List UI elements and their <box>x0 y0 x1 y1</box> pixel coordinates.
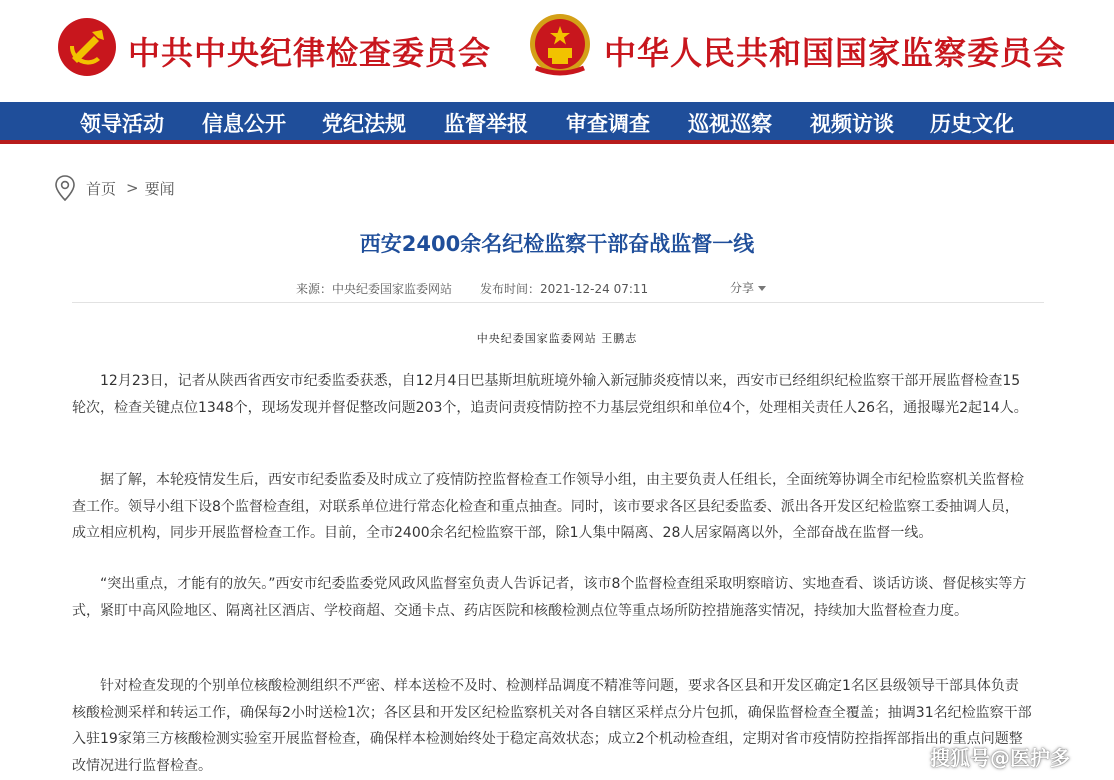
article-paragraph: 据了解，本轮疫情发生后，西安市纪委监委及时成立了疫情防控监督检查工作领导小组，由主要负责人任组长，全面统筹协调全市纪检监察机关监督检查工作。领导小组下设8个监督检查组，对联系单位进行常态化检查和重点抽查。同时，该市要求各区县纪委监委、派出各开发区纪检监察工委抽调人员，成立相应机构，同步开展监督检查工作。目前，全市2400余名纪检监察干部，除1人集中隔离、28人居家隔离以外，全部奋战在监督一线。 <box>72 472 1024 541</box>
share-button[interactable] <box>730 279 766 296</box>
meta-divider <box>72 302 1044 303</box>
breadcrumb-home-link[interactable]: 首页 <box>86 179 117 198</box>
article-published-time: 发布时间：2021-12-24 07:11 <box>480 282 649 296</box>
article-title: 西安2400余名纪检监察干部奋战监督一线 <box>359 232 755 256</box>
main-navigation <box>0 102 1114 144</box>
nav-item-inspection[interactable]: 巡视巡察 <box>688 111 772 136</box>
nav-item-regulations[interactable]: 党纪法规 <box>322 111 406 136</box>
article-paragraph: 针对检查发现的个别单位核酸检测组织不严密、样本送检不及时、检测样品调度不精准等问题，要求各区县和开发区确定1名区县级领导干部具体负责核酸检测采样和转运工作，确保每2小时送检1次；各区县和开发区纪检监察机关对各自辖区采样点分片包抓，确保监督检查全覆盖；抽调31名纪检监察干部入驻19家第三方核酸检测实验室开展监督检查，确保样本检测始终处于稳定高效状态；成立2个机动检查组，定期对省市疫情防控指挥部指出的重点问题整改情况进行监督检查。 <box>72 678 1032 774</box>
org-name-ccdi: 中共中央纪律检查委员会 <box>128 34 492 72</box>
national-emblem-icon <box>528 12 592 78</box>
breadcrumb <box>54 174 175 202</box>
nav-item-report[interactable]: 监督举报 <box>444 111 528 136</box>
party-emblem-icon <box>56 16 118 78</box>
nav-item-video[interactable]: 视频访谈 <box>810 111 894 136</box>
article-paragraph: “突出重点，才能有的放矢。”西安市纪委监委党风政风监督室负责人告诉记者，该市8个监督检查组采取明察暗访、实地查看、谈话访谈、督促核实等方式，紧盯中高风险地区、隔离社区酒店、学校商超、交通卡点、药店医院和核酸检测点位等重点场所防控措施落实情况，持续加大监督检查力度。 <box>72 576 1027 619</box>
caret-down-icon <box>758 286 766 291</box>
site-header <box>0 0 1114 102</box>
location-pin-icon <box>54 174 76 202</box>
nav-item-investigation[interactable]: 审查调查 <box>566 111 650 136</box>
nav-item-leadership[interactable]: 领导活动 <box>80 111 164 136</box>
article-source: 来源：中央纪委国家监委网站 <box>296 282 453 296</box>
breadcrumb-current-link[interactable]: 要闻 <box>144 179 175 198</box>
nav-item-history[interactable]: 历史文化 <box>930 111 1014 136</box>
share-label: 分享 <box>730 281 755 295</box>
article-byline: 中央纪委国家监委网站 王鹏志 <box>476 332 638 345</box>
org-name-nsc: 中华人民共和国国家监察委员会 <box>604 34 1067 72</box>
nav-item-disclosure[interactable]: 信息公开 <box>202 111 286 136</box>
breadcrumb-separator: > <box>126 179 139 197</box>
watermark: 搜狐号@医护多 <box>930 746 1070 770</box>
article-meta <box>296 280 648 297</box>
article-paragraph: 12月23日，记者从陕西省西安市纪委监委获悉，自12月4日巴基斯坦航班境外输入新冠肺炎疫情以来，西安市已经组织纪检监察干部开展监督检查15轮次，检查关键点位1348个，现场发现并督促整改问题203个，追责问责疫情防控不力基层党组织和单位4个，处理相关责任人26名，通报曝光2起14人。 <box>72 373 1028 416</box>
